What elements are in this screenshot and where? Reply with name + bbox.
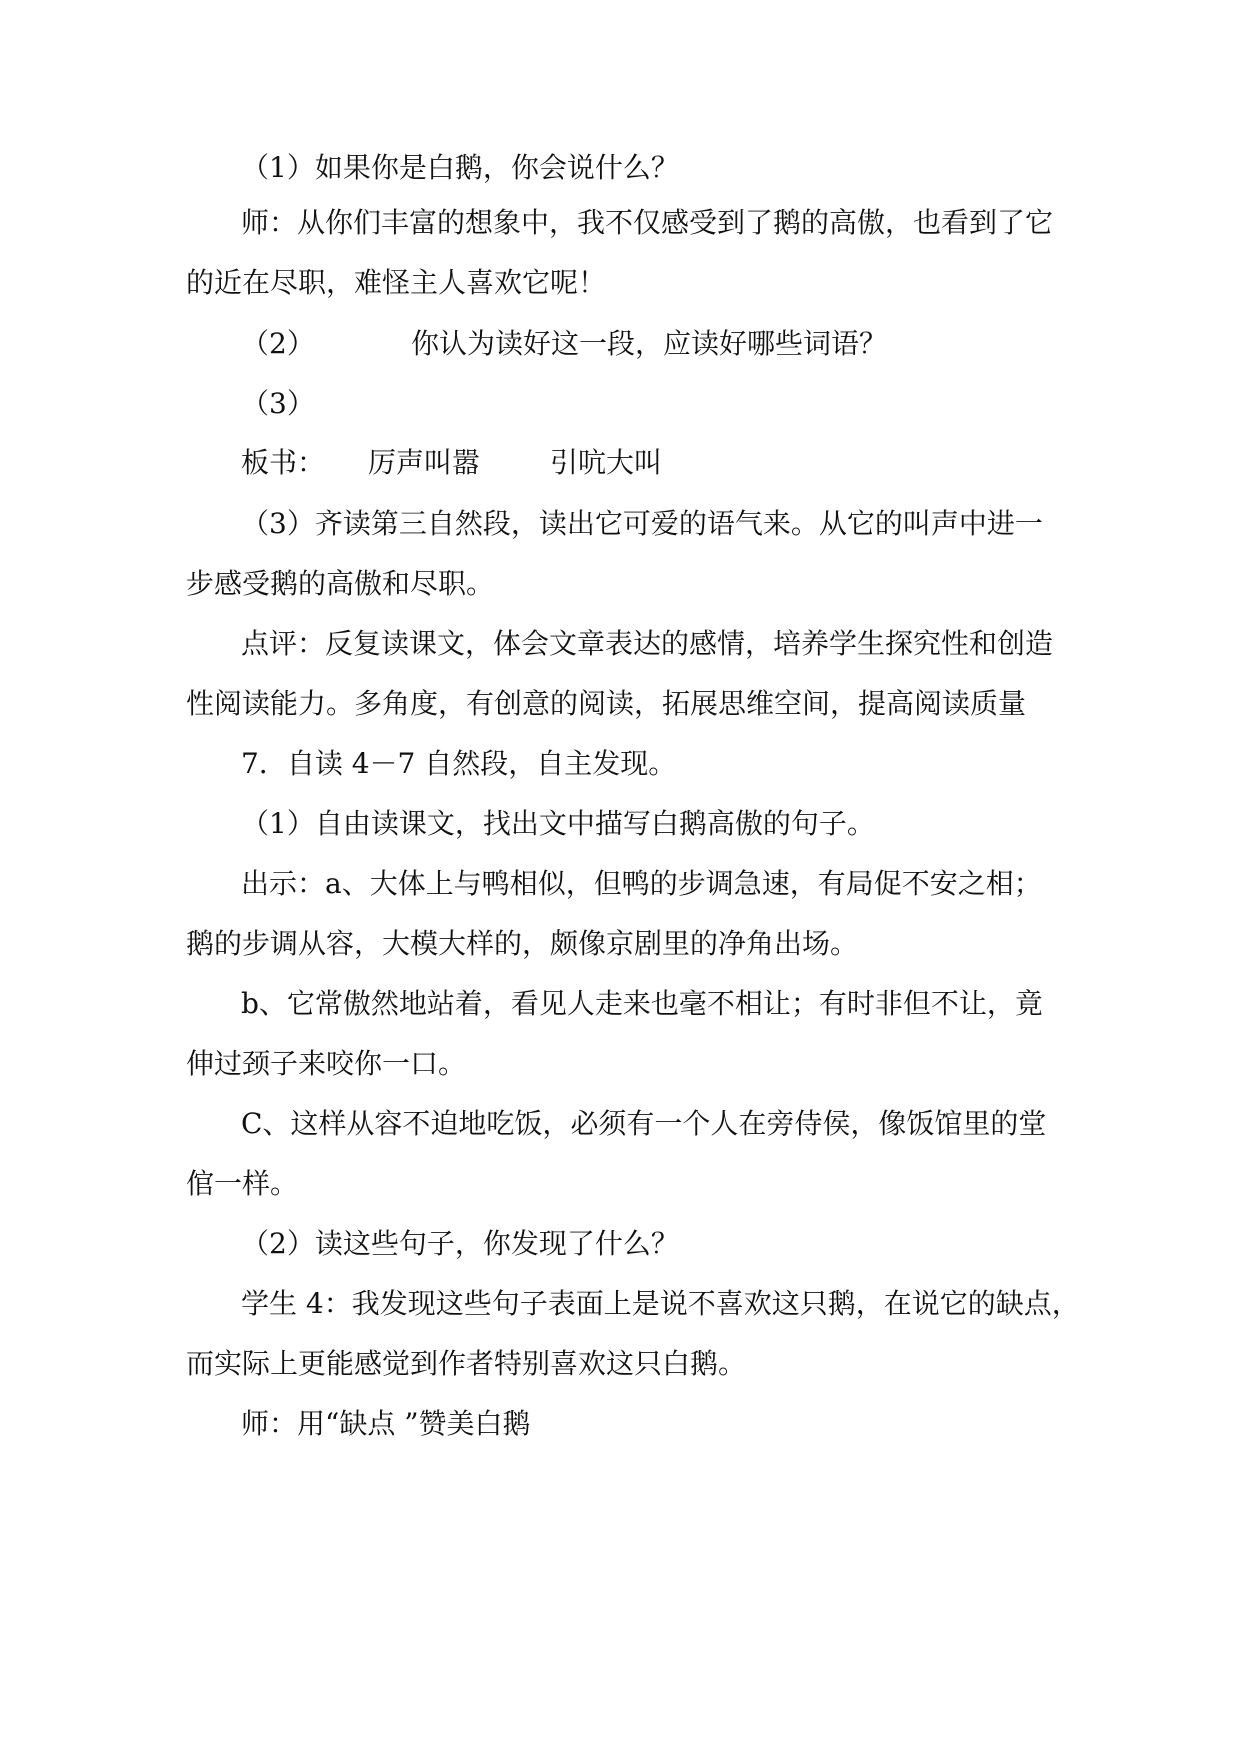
paragraph-line: 学生 4：我发现这些句子表面上是说不喜欢这只鹅，在说它的缺点， (241, 1287, 1080, 1320)
paragraph-line: 伸过颈子来咬你一口。 (186, 1047, 467, 1080)
paragraph-line: 性阅读能力。多角度，有创意的阅读，拓展思维空间，提高阅读质量 (186, 687, 1027, 720)
paragraph-line: （1）如果你是白鹅，你会说什么？ (241, 151, 679, 184)
paragraph-line: 7．自读 4－7 自然段，自主发现。 (241, 747, 677, 780)
paragraph-line: 你认为读好这一段，应读好哪些词语？ (411, 327, 888, 360)
paragraph-line: 而实际上更能感觉到作者特别喜欢这只白鹅。 (186, 1347, 747, 1380)
list-marker: （3） (241, 387, 315, 420)
paragraph-line: 鹅的步调从容，大模大样的，颇像京剧里的净角出场。 (186, 927, 859, 960)
paragraph-line: （3）齐读第三自然段，读出它可爱的语气来。从它的叫声中进一 (241, 507, 1043, 540)
paragraph-line: 步感受鹅的高傲和尽职。 (186, 567, 495, 600)
paragraph-line: 出示：a、大体上与鸭相似，但鸭的步调急速，有局促不安之相； (241, 867, 1042, 900)
board-word: 厉声叫嚣 (368, 446, 481, 479)
list-marker: （2） (241, 327, 315, 360)
paragraph-line: （2）读这些句子，你发现了什么？ (241, 1227, 679, 1260)
paragraph-line: （1）自由读课文，找出文中描写白鹅高傲的句子。 (241, 807, 875, 840)
paragraph-line: C、这样从容不迫地吃饭，必须有一个人在旁侍侯，像饭馆里的堂 (241, 1107, 1047, 1140)
paragraph-line: 的近在尽职，难怪主人喜欢它呢！ (186, 266, 607, 299)
paragraph-line: b、它常傲然地站着，看见人走来也毫不相让；有时非但不让，竟 (241, 987, 1043, 1020)
paragraph-line: 点评：反复读课文，体会文章表达的感情，培养学生探究性和创造 (241, 627, 1054, 660)
paragraph-line: 师：用“缺点 ”赞美白鹅 (241, 1407, 531, 1440)
paragraph-line: 师：从你们丰富的想象中，我不仅感受到了鹅的高傲，也看到了它 (241, 206, 1054, 239)
board-word: 引吭大叫 (550, 446, 663, 479)
paragraph-line: 倌一样。 (186, 1167, 299, 1200)
board-label: 板书： (241, 446, 326, 479)
